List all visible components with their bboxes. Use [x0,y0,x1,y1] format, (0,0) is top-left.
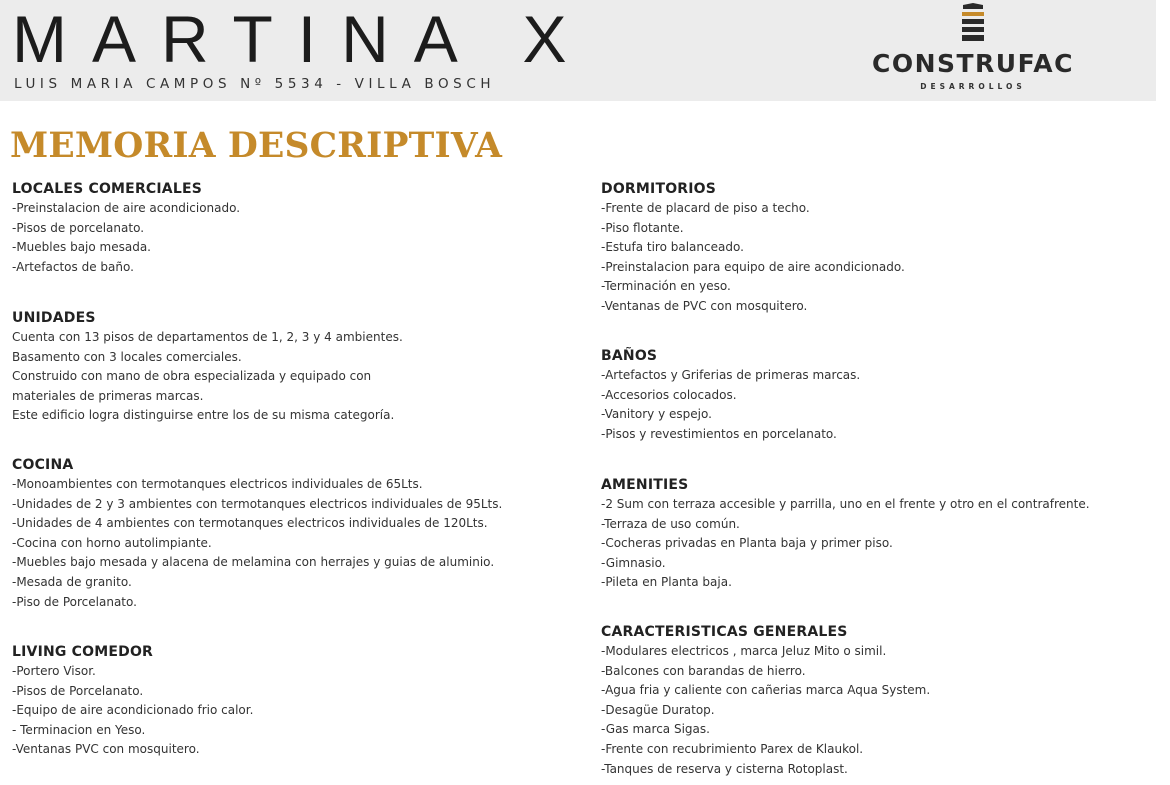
section-title: CARACTERISTICAS GENERALES [601,624,848,640]
section-line: -Gimnasio. [601,555,666,570]
section-line: -Terminación en yeso. [601,279,731,294]
section-line: -Frente de placard de piso a techo. [601,201,810,215]
section-title: BAÑOS [601,348,658,364]
section-line: -Muebles bajo mesada y alacena de melamina con herrajes y guias de aluminio. [12,555,495,570]
logo-name: CONSTRUFAC [871,49,1075,78]
section-title: COCINA [12,457,74,473]
section-line: -Mesada de granito. [12,574,132,589]
section-title: LIVING COMEDOR [12,644,154,660]
section-caracteristicas-generales [601,622,930,779]
section-line: -Cocheras privadas en Planta baja y primer piso. [601,536,893,551]
section-line: -Piso de Porcelanato. [12,594,137,609]
section-line: -Terraza de uso común. [601,516,740,531]
section-line: -Piso flotante. [601,220,684,235]
section-line: -Pisos de porcelanato. [12,220,145,235]
section-unidades [12,308,403,426]
section-line: -Unidades de 2 y 3 ambientes con termotanques electricos individuales de 95Lts. [12,496,503,511]
section-line: -Gas marca Sigas. [601,722,710,737]
section-line: -Muebles bajo mesada. [12,240,151,255]
section-line: -Ventanas PVC con mosquitero. [12,742,200,757]
section-title: UNIDADES [12,310,96,326]
section-line: -Pileta en Planta baja. [601,575,732,590]
document-title: MEMORIA DESCRIPTIVA [10,126,503,166]
section-title: LOCALES COMERCIALES [12,181,203,197]
section-line: -Pisos y revestimientos en porcelanato. [601,426,837,441]
section-line: -Ventanas de PVC con mosquitero. [601,298,808,313]
section-amenities [601,475,1090,593]
project-title: MARTINA X [12,2,592,76]
section-locales-comerciales [12,179,240,277]
section-line: -Modulares electricos , marca Jeluz Mito o simil. [601,644,887,658]
section-line: -Balcones con barandas de hierro. [601,663,806,678]
section-living-comedor [12,642,253,760]
section-line: -Desagüe Duratop. [601,702,715,717]
section-cocina [12,455,502,612]
section-title: AMENITIES [601,477,689,493]
construfac-logo [858,2,1088,97]
section-line: -Unidades de 4 ambientes con termotanques electricos individuales de 120Lts. [12,516,488,531]
building-stripes-icon [952,2,994,44]
section-line: -Accesorios colocados. [601,387,737,402]
section-line: Este edificio logra distinguirse entre los de su misma categoría. [12,408,395,423]
section-title: DORMITORIOS [601,181,717,197]
section-line: -Equipo de aire acondicionado frio calor. [12,703,254,718]
section-line: -Preinstalacion para equipo de aire acondicionado. [601,259,905,274]
section-banos [601,346,860,444]
section-dormitorios [601,179,905,317]
section-line: Cuenta con 13 pisos de departamentos de 1, 2, 3 y 4 ambientes. [12,330,403,344]
section-line: -Pisos de Porcelanato. [12,683,144,698]
section-line: -Preinstalacion de aire acondicionado. [12,201,241,215]
section-line: -Estufa tiro balanceado. [601,240,744,255]
section-line: -Cocina con horno autolimpiante. [12,535,212,550]
section-line: Construido con mano de obra especializada y equipado con [12,369,372,384]
section-line: -2 Sum con terraza accesible y parrilla, uno en el frente y otro en el contrafrente. [601,497,1090,511]
section-line: -Tanques de reserva y cisterna Rotoplast. [601,761,848,776]
section-line: materiales de primeras marcas. [12,388,204,403]
section-line: -Frente con recubrimiento Parex de Klaukol. [601,741,864,756]
section-line: Basamento con 3 locales comerciales. [12,349,242,364]
header-banner [0,0,1156,101]
section-line: -Vanitory y espejo. [601,407,712,422]
section-line: -Monoambientes con termotanques electricos individuales de 65Lts. [12,477,423,491]
project-address: LUIS MARIA CAMPOS Nº 5534 - VILLA BOSCH [14,76,496,92]
logo-subtitle: DESARROLLOS [920,82,1026,91]
section-line: - Terminacion en Yeso. [12,722,146,737]
section-line: -Portero Visor. [12,664,96,678]
section-line: -Artefactos de baño. [12,259,134,274]
section-line: -Artefactos y Griferias de primeras marcas. [601,368,861,382]
section-line: -Agua fria y caliente con cañerias marca Aqua System. [601,683,931,698]
